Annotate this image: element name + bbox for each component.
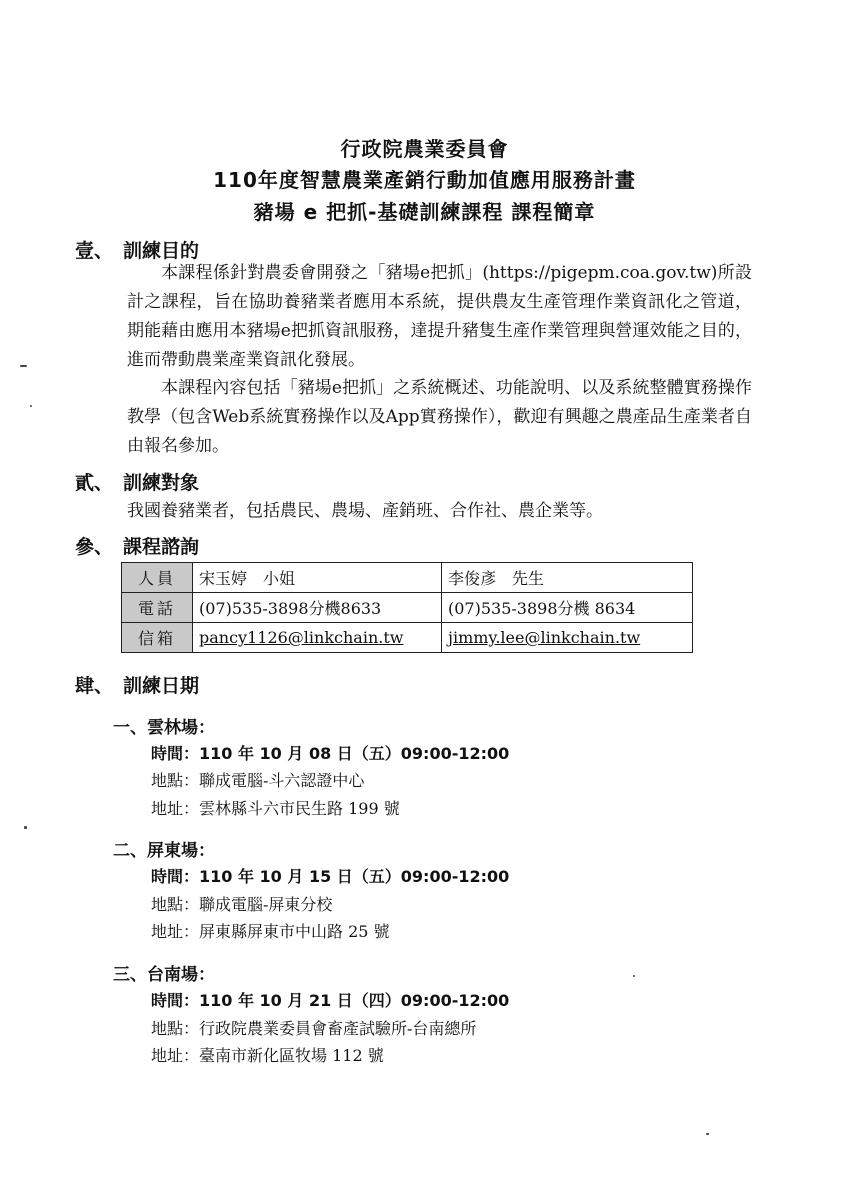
contact-1-phone: (07)535-3898分機8633 xyxy=(193,593,442,623)
scan-speck xyxy=(24,826,27,829)
session-1-address: 地址：雲林縣斗六市民生路 199 號 xyxy=(151,799,400,818)
scan-speck xyxy=(706,1133,709,1135)
session-3-time: 時間：110 年 10 月 21 日（四）09:00-12:00 xyxy=(151,991,510,1010)
session-1-place: 地點：聯成電腦-斗六認證中心 xyxy=(151,771,365,790)
session-1-heading: 一、雲林場： xyxy=(113,718,215,738)
session-2-place: 地點：聯成電腦-屏東分校 xyxy=(151,895,333,914)
section-1-paragraph-2: 本課程內容包括「豬場e把抓」之系統概述、功能說明、以及系統整體實務操作教學（包含Web系統實務操作以及App實務操作），歡迎有興趣之農產品生產業者自由報名參加。 xyxy=(127,378,752,456)
section-4-title: 訓練日期 xyxy=(123,675,200,697)
contact-2-phone: (07)535-3898分機 8634 xyxy=(442,593,693,623)
scan-speck xyxy=(30,405,32,407)
section-2-title: 訓練對象 xyxy=(123,472,200,494)
session-2-address: 地址：屏東縣屏東市中山路 25 號 xyxy=(151,922,390,941)
section-2-heading xyxy=(75,468,199,495)
table-row xyxy=(122,593,693,623)
section-4-heading xyxy=(75,671,199,698)
plan-title: 110年度智慧農業產銷行動加值應用服務計畫 xyxy=(213,168,636,192)
section-1-number: 壹、 xyxy=(75,240,114,262)
section-3-heading xyxy=(75,532,199,559)
section-1-title: 訓練目的 xyxy=(123,240,200,262)
contact-table xyxy=(121,562,693,653)
scan-speck xyxy=(20,365,27,367)
section-4-number: 肆、 xyxy=(75,675,114,697)
session-2-time: 時間：110 年 10 月 15 日（五）09:00-12:00 xyxy=(151,867,510,886)
contact-1-name: 宋玉婷 小姐 xyxy=(193,563,442,593)
phone-label: 電話 xyxy=(122,593,193,623)
org-title: 行政院農業委員會 xyxy=(340,137,509,161)
table-row xyxy=(122,623,693,653)
contact-2-email-link[interactable]: jimmy.lee@linkchain.tw xyxy=(448,628,641,647)
email-label: 信箱 xyxy=(122,623,193,653)
session-3-heading: 三、台南場： xyxy=(113,965,215,985)
section-3-number: 參、 xyxy=(75,536,114,558)
session-2-heading: 二、屏東場： xyxy=(113,841,215,861)
session-3-address: 地址：臺南市新化區牧場 112 號 xyxy=(151,1046,384,1065)
contact-2-name: 李俊彥 先生 xyxy=(442,563,693,593)
scan-speck xyxy=(633,975,635,977)
session-1-time: 時間：110 年 10 月 08 日（五）09:00-12:00 xyxy=(151,744,510,763)
course-title: 豬場 e 把抓-基礎訓練課程 課程簡章 xyxy=(253,200,596,224)
section-3-title: 課程諮詢 xyxy=(123,536,200,558)
session-3-place: 地點：行政院農業委員會畜產試驗所-台南總所 xyxy=(151,1019,477,1038)
section-1-paragraph-1: 本課程係針對農委會開發之「豬場e把抓」(https://pigepm.coa.gov.tw)所設計之課程，旨在協助養豬業者應用本系統，提供農友生產管理作業資訊化之管道，期能藉由應用本豬場e把抓資訊服務，達提升豬隻生產作業管理與營運效能之目的，進而帶動農業產業資訊化發展。 xyxy=(127,263,752,370)
section-2-text: 我國養豬業者，包括農民、農場、產銷班、合作社、農企業等。 xyxy=(127,501,603,521)
contact-1-email-link[interactable]: pancy1126@linkchain.tw xyxy=(199,628,404,647)
person-label: 人員 xyxy=(122,563,193,593)
table-row xyxy=(122,563,693,593)
section-2-number: 貳、 xyxy=(75,472,114,494)
